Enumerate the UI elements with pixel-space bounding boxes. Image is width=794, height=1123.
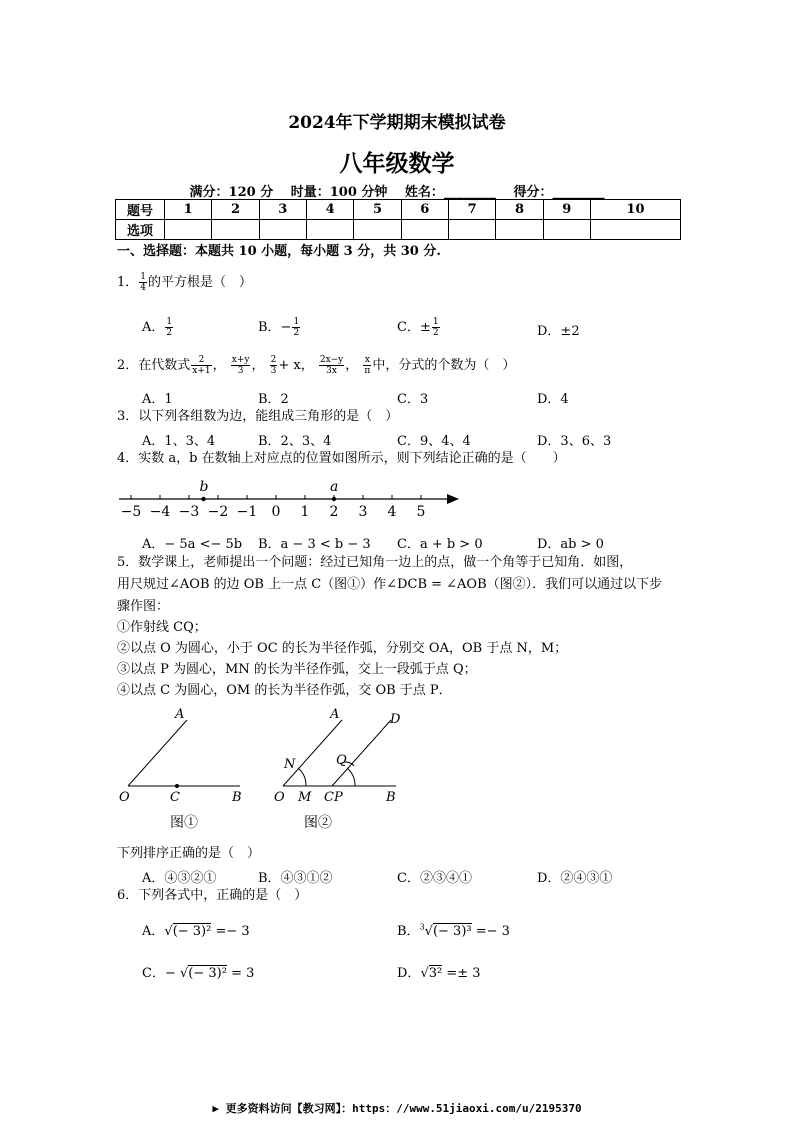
q1-option-b[interactable]: B．− $\frac{1}{2}$ xyxy=(258,317,300,338)
section-heading: 一、选择题：本题共 10 小题，每小题 3 分，共 30 分. xyxy=(117,244,441,259)
label-c: C xyxy=(170,790,180,805)
figure-2 xyxy=(270,702,420,832)
table-number-cell: 5 xyxy=(354,200,401,220)
number-line-tick-label: −1 xyxy=(236,504,258,520)
label-n: N xyxy=(284,757,296,772)
table-number-cell: 6 xyxy=(401,200,448,220)
question-6-stem: 6．下列各式中，正确的是（ ） xyxy=(117,888,308,903)
number-line-tick-label: −5 xyxy=(120,504,142,520)
q6-option-c[interactable]: C．− √(− 3)² = 3 xyxy=(142,966,255,981)
question-1-stem: 1． $\frac{1}{4}$ 的平方根是（ ） xyxy=(117,272,253,293)
number-line-tick-label: 2 xyxy=(329,504,339,520)
exam-info: 满分：120 分 时量：100 分钟 姓名：________ 得分：________ xyxy=(189,185,605,200)
q2-option-d[interactable]: D．4 xyxy=(537,392,569,407)
answer-cell[interactable] xyxy=(401,220,448,240)
q4-option-b[interactable]: B．a − 3 < b − 3 xyxy=(258,537,371,552)
question-5-line2: 用尺规过∠AOB 的边 OB 上一点 C（图①）作∠DCB = ∠AOB（图②）．我们可以通过以下步 xyxy=(117,577,663,592)
q3-option-c[interactable]: C．9、4、4 xyxy=(397,434,471,449)
answer-cell[interactable] xyxy=(448,220,495,240)
answer-cell[interactable] xyxy=(212,220,259,240)
number-line-tick-label: −4 xyxy=(149,504,171,520)
question-4-stem: 4．实数 a，b 在数轴上对应点的位置如图所示，则下列结论正确的是（ ） xyxy=(117,451,566,466)
q1-option-d[interactable]: D．±2 xyxy=(537,324,580,339)
question-5-step3: ③以点 P 为圆心，MN 的长为半径作弧，交上一段弧于点 Q； xyxy=(117,662,477,677)
label-a: A xyxy=(175,707,185,722)
q6-option-a[interactable]: A．√(− 3)² =− 3 xyxy=(142,924,250,939)
table-header-cell: 选项 xyxy=(116,220,165,240)
question-5-step2: ②以点 O 为圆心，小于 OC 的长为半径作弧，分别交 OA，OB 于点 N，M； xyxy=(117,641,568,656)
subject-title: 八年级数学 xyxy=(339,151,455,177)
table-number-cell: 2 xyxy=(212,200,259,220)
answer-cell[interactable] xyxy=(259,220,306,240)
number-line-tick-label: 1 xyxy=(300,504,310,520)
q3-option-a[interactable]: A．1、3、4 xyxy=(142,434,216,449)
figure-1-caption: 图① xyxy=(170,815,198,831)
answer-table xyxy=(115,199,681,240)
label-o: O xyxy=(119,790,130,805)
answer-cell[interactable] xyxy=(306,220,353,240)
q4-option-a[interactable]: A．− 5a <− 5b xyxy=(142,537,243,552)
table-row xyxy=(116,200,681,220)
label-a: A xyxy=(330,707,340,722)
sqrt-icon: √ xyxy=(424,924,433,939)
number-line-tick-label: −2 xyxy=(207,504,229,520)
q6-option-b[interactable]: B．$^3$√(− 3)³ =− 3 xyxy=(397,922,510,939)
q1-option-c[interactable]: C．± $\frac{1}{2}$ xyxy=(397,317,439,338)
number-line-tick-label: 5 xyxy=(416,504,426,520)
q5-option-d[interactable]: D．②④③① xyxy=(537,871,613,886)
q4-option-c[interactable]: C．a + b > 0 xyxy=(397,537,483,552)
figure-1 xyxy=(115,702,255,832)
label-cp: CP xyxy=(324,790,343,805)
q5-option-b[interactable]: B．④③①② xyxy=(258,871,333,886)
question-5-step4: ④以点 C 为圆心，OM 的长为半径作弧，交 OB 于点 P． xyxy=(117,683,452,698)
q4-option-d[interactable]: D．ab > 0 xyxy=(537,537,604,552)
number-line-tick-label: 0 xyxy=(271,504,281,520)
point-a-label: a xyxy=(330,479,339,495)
table-number-cell: 10 xyxy=(590,200,680,220)
label-m: M xyxy=(298,790,312,805)
footer-link[interactable]: ▶ 更多资料访问【教习网】：https：//www.51jiaoxi.com/u/2195370 xyxy=(212,1102,582,1115)
number-line xyxy=(115,474,465,522)
point-b-dot xyxy=(201,497,205,501)
q6-option-d[interactable]: D．√3² =± 3 xyxy=(397,966,481,981)
table-number-cell: 4 xyxy=(306,200,353,220)
point-b-label: b xyxy=(199,479,209,495)
table-number-cell: 9 xyxy=(543,200,590,220)
answer-cell[interactable] xyxy=(165,220,212,240)
table-number-cell: 3 xyxy=(259,200,306,220)
label-b: B xyxy=(232,790,242,805)
q5-option-c[interactable]: C．②③④① xyxy=(397,871,472,886)
ray-oa xyxy=(283,720,342,786)
label-q: Q xyxy=(336,753,347,768)
table-number-cell: 1 xyxy=(165,200,212,220)
number-line-tick-label: −3 xyxy=(178,504,200,520)
fraction: $\frac{1}{4}$ xyxy=(140,272,147,293)
arc-pq xyxy=(347,768,355,786)
table-number-cell: 7 xyxy=(448,200,495,220)
question-5-ask: 下列排序正确的是（ ） xyxy=(117,846,261,861)
label-d: D xyxy=(390,712,401,727)
arc-mn xyxy=(298,768,306,786)
q3-option-d[interactable]: D．3、6、3 xyxy=(537,434,612,449)
label-b: B xyxy=(386,790,396,805)
figure-2-caption: 图② xyxy=(304,815,332,831)
table-row xyxy=(116,220,681,240)
table-header-cell: 题号 xyxy=(116,200,165,220)
question-5-line1: 5．数学课上，老师提出一个问题：经过已知角一边上的点，做一个角等于已知角．如图， xyxy=(117,555,633,570)
exam-title: 2024年下学期期末模拟试卷 xyxy=(288,113,506,133)
answer-cell[interactable] xyxy=(590,220,680,240)
point-c-dot xyxy=(175,784,179,788)
number-line-tick-label: 4 xyxy=(387,504,397,520)
q1-option-a[interactable]: A． $\frac{1}{2}$ xyxy=(142,317,173,338)
question-3-stem: 3．以下列各组数为边，能组成三角形的是（ ） xyxy=(117,409,399,424)
question-5-line3: 骤作图： xyxy=(117,599,170,614)
point-a-dot xyxy=(332,497,336,501)
ray-oa xyxy=(128,720,187,786)
sqrt-icon: √ xyxy=(179,966,189,981)
question-5-step1: ①作射线 CQ； xyxy=(117,620,207,635)
answer-cell[interactable] xyxy=(496,220,543,240)
answer-cell[interactable] xyxy=(354,220,401,240)
table-number-cell: 8 xyxy=(496,200,543,220)
sqrt-icon: √ xyxy=(420,966,429,981)
arrow-right-icon xyxy=(447,494,459,504)
sqrt-icon: √ xyxy=(164,924,173,939)
q2-option-b[interactable]: B．2 xyxy=(258,392,289,407)
q5-option-a[interactable]: A．④③②① xyxy=(142,871,217,886)
number-line-tick-label: 3 xyxy=(358,504,368,520)
q3-option-b[interactable]: B．2、3、4 xyxy=(258,434,332,449)
answer-cell[interactable] xyxy=(543,220,590,240)
q2-option-a[interactable]: A．1 xyxy=(142,392,173,407)
question-2-stem: 2．在代数式 $\frac{2}{x+1}$ ， $\frac{x+y}{3}$ ， $\frac{2}{3}$ + x， $\frac{2x-y}{3x}$ ， $\frac{x}{\pi}$ 中，分式的个数为（ ） xyxy=(117,355,516,376)
q2-option-c[interactable]: C．3 xyxy=(397,392,429,407)
label-o: O xyxy=(274,790,285,805)
